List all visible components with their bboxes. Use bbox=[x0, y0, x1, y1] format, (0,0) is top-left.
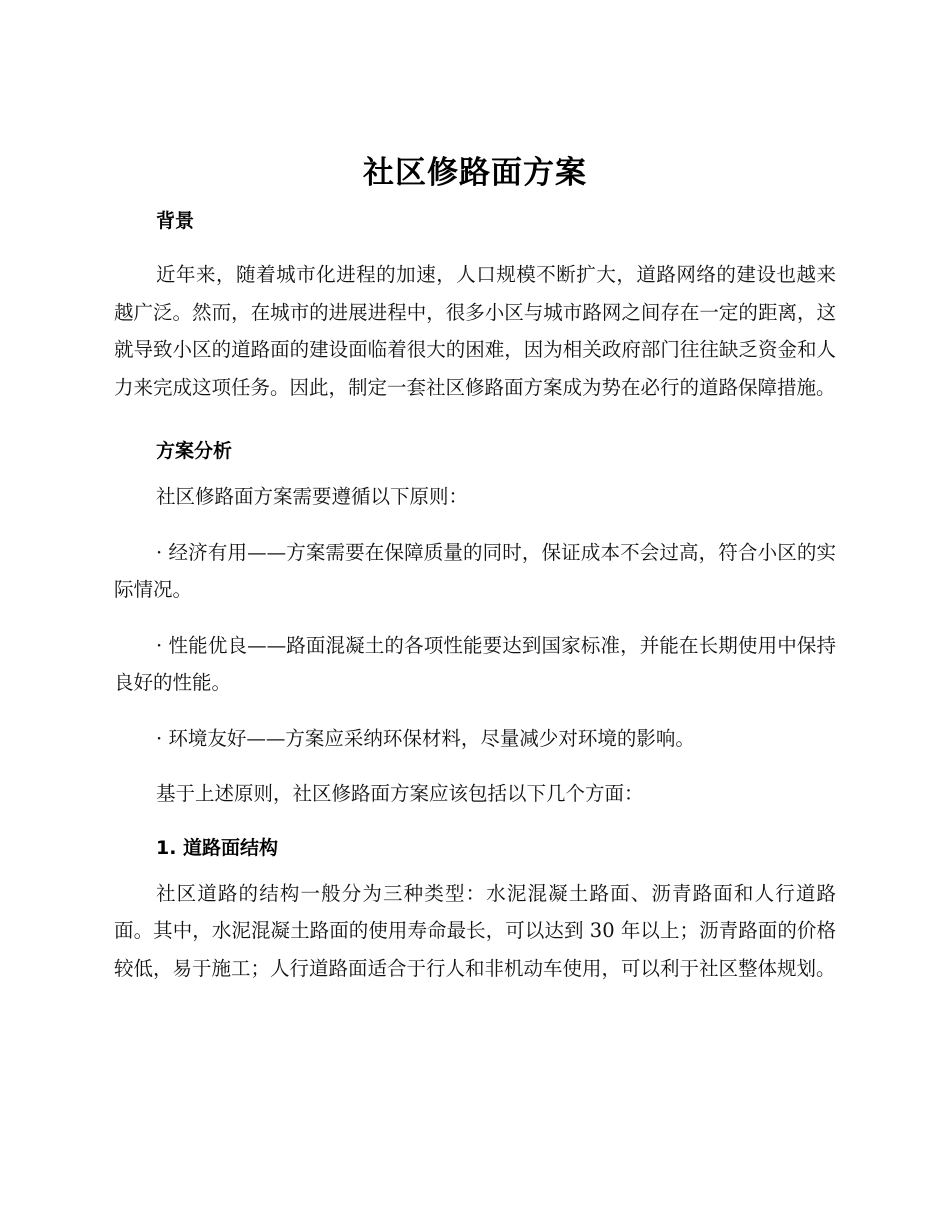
section-heading-analysis: 方案分析 bbox=[156, 440, 233, 462]
background-paragraph: 近年来，随着城市化进程的加速，人口规模不断扩大，道路网络的建设也越来越广泛。然而，在城市的进展进程中，很多小区与城市路网之间存在一定的距离，这就导致小区的道路面的建设面临着很大的困难，因为相关政府部门往往缺乏资金和人力来完成这项任务。因此，制定一套社区修路面方案成为势在必行的道路保障措施。 bbox=[114, 263, 836, 399]
analysis-intro-paragraph: 社区修路面方案需要遵循以下原则： bbox=[156, 485, 469, 508]
document-page bbox=[114, 150, 836, 987]
section-heading-structure: 1. 道路面结构 bbox=[156, 836, 279, 859]
principle-item: · 环境友好——方案应采纳环保材料，尽量减少对环境的影响。 bbox=[156, 726, 695, 750]
document-title: 社区修路面方案 bbox=[363, 155, 587, 191]
principle-item: · 经济有用——方案需要在保障质量的同时，保证成本不会过高，符合小区的实际情况。 bbox=[114, 540, 836, 601]
structure-paragraph: 社区道路的结构一般分为三种类型：水泥混凝土路面、沥青路面和人行道路面。其中，水泥混凝土路面的使用寿命最长，可以达到 30 年以上；沥青路面的价格较低，易于施工；人行道路面适合于行人和非机动车使用，可以利于社区整体规划。 bbox=[114, 881, 836, 980]
analysis-summary-paragraph: 基于上述原则，社区修路面方案应该包括以下几个方面： bbox=[156, 782, 644, 805]
section-heading-background: 背景 bbox=[156, 210, 195, 232]
principle-item: · 性能优良——路面混凝土的各项性能要达到国家标准，并能在长期使用中保持良好的性能。 bbox=[114, 633, 836, 694]
